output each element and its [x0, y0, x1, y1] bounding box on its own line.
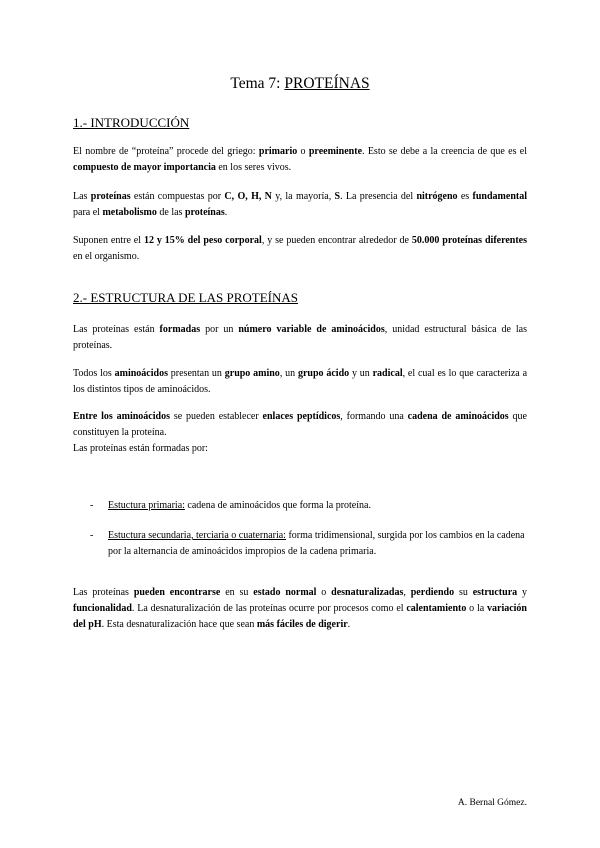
bold-text: C, O, H, N	[224, 191, 272, 202]
list-dash: -	[90, 500, 94, 511]
text: . La presencia del	[340, 191, 417, 202]
paragraph-structure-3	[73, 409, 527, 441]
title-main: PROTEÍNAS	[284, 75, 370, 92]
paragraph-structure-1	[73, 322, 527, 354]
bold-text: estructura	[472, 587, 518, 598]
bold-text: calentamiento	[406, 603, 467, 614]
list-dash: -	[90, 530, 94, 541]
title-prefix: Tema 7:	[230, 75, 285, 92]
text: en el organismo.	[73, 251, 140, 262]
text: Las proteínas están	[73, 324, 160, 335]
text: forma tridimensional, surgida por los cambios en la cadena por la alternancia de aminoácidos impropios de la cadena primaria.	[108, 530, 525, 557]
text: El nombre de “proteína” procede del griego:	[73, 146, 259, 157]
paragraph-denaturation	[73, 585, 527, 633]
text: en los seres vivos.	[215, 162, 292, 173]
underlined-label: Estuctura secundaria, terciaria o cuaternaria:	[108, 530, 286, 541]
text: y	[517, 587, 527, 598]
text: , un	[279, 368, 298, 379]
text: .	[224, 207, 228, 218]
text: o	[316, 587, 332, 598]
text: para el	[73, 207, 103, 218]
paragraph-intro-1	[73, 144, 527, 176]
bold-text: número variable de aminoácidos	[238, 324, 385, 335]
text: .	[347, 619, 351, 630]
text: están compuestas por	[130, 191, 225, 202]
text: en su	[220, 587, 254, 598]
bold-text: Entre los aminoácidos	[73, 411, 170, 422]
page-title	[0, 75, 600, 93]
text: se pueden establecer	[169, 411, 263, 422]
list-item-text	[108, 498, 527, 514]
text: y un	[349, 368, 373, 379]
author-footer: A. Bernal Gómez.	[457, 798, 527, 808]
bold-text: radical	[372, 368, 403, 379]
paragraph-structure-4: Las proteínas están formadas por:	[73, 443, 208, 454]
text: que constituyen la proteína.	[73, 411, 527, 438]
bold-text: preeminente	[308, 146, 363, 157]
bold-text: proteínas	[90, 191, 131, 202]
text: Las	[73, 191, 91, 202]
bold-text: perdiendo	[410, 587, 455, 598]
text: Suponen entre el	[73, 235, 144, 246]
text: , el cual es lo que caracteriza a los distintos tipos de aminoácidos.	[73, 368, 528, 395]
bold-text: cadena de aminoácidos	[407, 411, 509, 422]
bold-text: grupo ácido	[297, 368, 350, 379]
text: presentan un	[167, 368, 225, 379]
text: , unidad estructural básica de las proteínas.	[73, 324, 528, 351]
underlined-label: Estuctura primaria:	[108, 500, 185, 511]
list-item-text	[108, 528, 527, 560]
paragraph-intro-3	[73, 233, 527, 265]
paragraph-structure-2	[73, 366, 527, 398]
section-heading-intro: 1.- INTRODUCCIÓN	[73, 115, 190, 130]
bold-text: más fáciles de digerir	[256, 619, 348, 630]
text: , formando una	[340, 411, 408, 422]
bold-text: fundamental	[472, 191, 527, 202]
bold-text: S	[334, 191, 341, 202]
text: , y se pueden encontrar alrededor de	[261, 235, 412, 246]
text: por un	[200, 324, 239, 335]
bold-text: funcionalidad	[73, 603, 132, 614]
bold-text: desnaturalizadas	[331, 587, 404, 598]
bold-text: proteínas	[184, 207, 225, 218]
bold-text: aminoácidos	[114, 368, 168, 379]
text: . Esto se debe a la creencia de que es el	[362, 146, 528, 157]
text: su	[454, 587, 473, 598]
bold-text: compuesto de mayor importancia	[73, 162, 216, 173]
bold-text: variación del pH	[73, 603, 527, 630]
bold-text: nitrógeno	[416, 191, 458, 202]
bold-text: metabolismo	[102, 207, 157, 218]
bold-text: estado normal	[253, 587, 317, 598]
bold-text: enlaces peptídicos	[262, 411, 341, 422]
text: es	[457, 191, 473, 202]
text: y, la mayoría,	[271, 191, 335, 202]
text: cadena de aminoácidos que forma la proteína.	[184, 500, 371, 511]
paragraph-intro-2	[73, 189, 527, 221]
bold-text: 12 y 15% del peso corporal	[143, 235, 262, 246]
text: . La desnaturalización de las proteínas ocurre por procesos como el	[131, 603, 407, 614]
text: Todos los	[73, 368, 115, 379]
text: de las	[156, 207, 185, 218]
bold-text: formadas	[159, 324, 201, 335]
bold-text: pueden encontrarse	[133, 587, 221, 598]
bold-text: grupo amino	[224, 368, 280, 379]
text: . Esta desnaturalización hace que sean	[101, 619, 257, 630]
text: o la	[466, 603, 487, 614]
bold-text: primario	[258, 146, 298, 157]
section-heading-structure: 2.- ESTRUCTURA DE LAS PROTEÍNAS	[73, 290, 298, 305]
text: o	[297, 146, 309, 157]
bold-text: 50.000 proteínas diferentes	[411, 235, 528, 246]
text: ,	[403, 587, 411, 598]
text: Las proteínas	[73, 587, 134, 598]
